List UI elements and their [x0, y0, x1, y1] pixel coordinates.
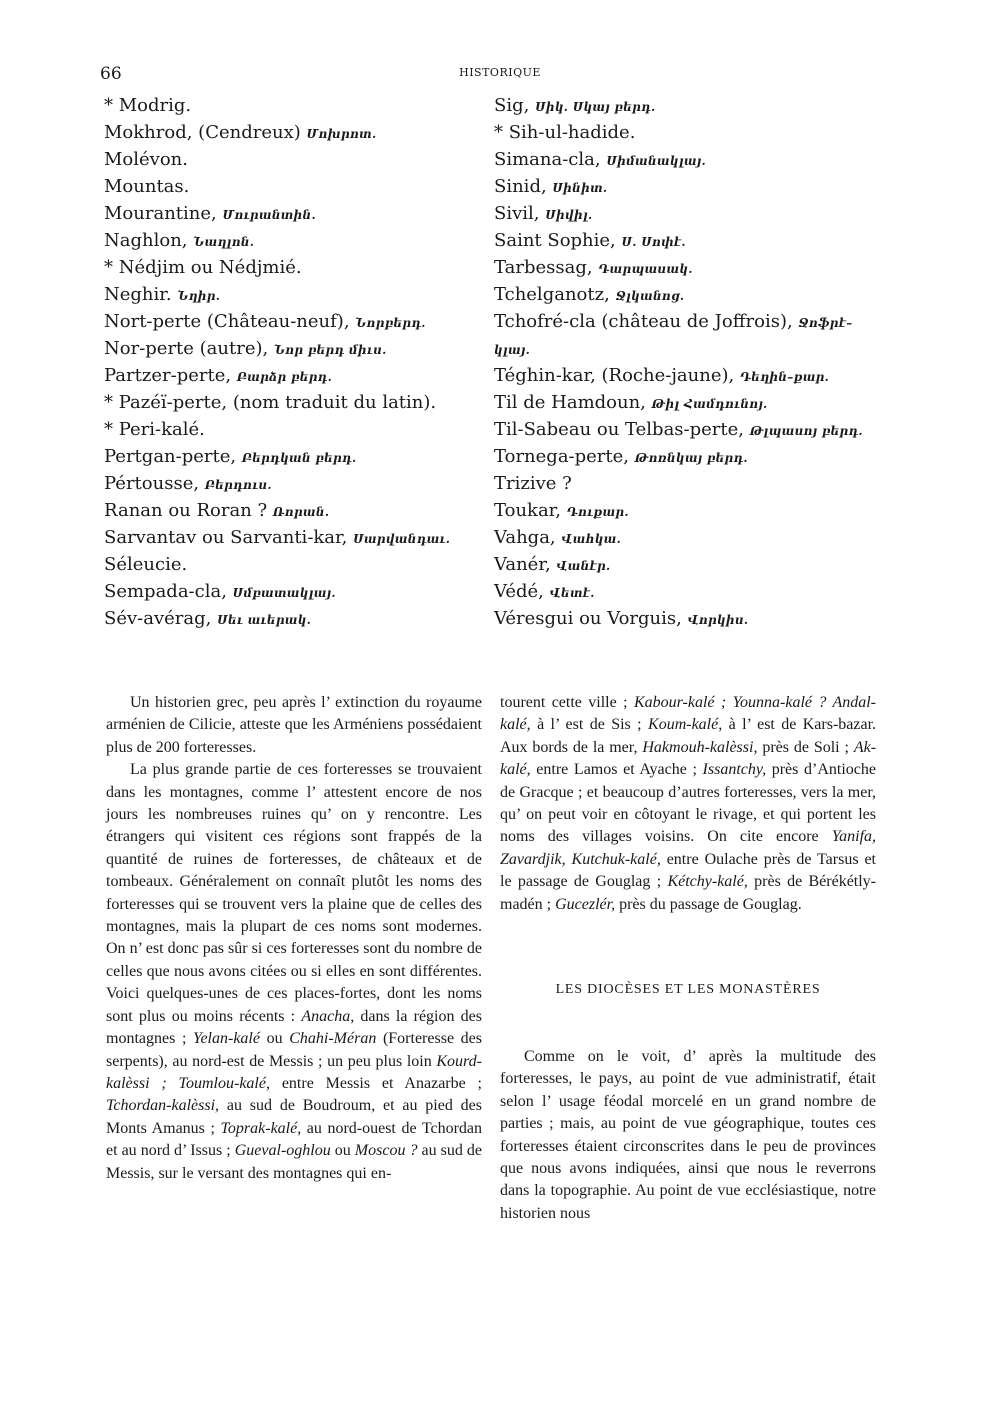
index-entry — [104, 605, 484, 632]
index-entry-armenian: Դուքար. — [566, 505, 629, 519]
text-run: (Forteresse des serpents), au nord-est de Messis ; un peu plus loin — [106, 1030, 482, 1070]
place-name: Toprak-kalé, — [220, 1119, 302, 1137]
index-entry — [494, 92, 914, 119]
index-entry-name: Til-Sabeau ou Telbas-perte, — [494, 419, 745, 440]
index-entry-name: Sempada-cla, — [104, 581, 227, 602]
index-entry-name: Partzer-perte, — [104, 365, 232, 386]
index-entry-name: Mokhrod, (Cendreux) — [104, 122, 301, 143]
section-heading: LES DIOCÈSES ET LES MONASTÈRES — [555, 982, 821, 997]
text-run: près du passage de Gouglag. — [619, 895, 802, 913]
text-run: au nord-ouest de Tchordan et au nord d’ Issus ; — [106, 1119, 482, 1160]
index-entry — [494, 227, 914, 254]
index-entry-armenian: Վորկիս. — [687, 613, 749, 627]
paragraph: Un historien grec, peu après l’ extinction du royaume arménien de Cilicie, atteste que les Arméniens possédaient plus de 200 forteresses. — [106, 694, 482, 756]
index-entry-name: Molévon. — [104, 149, 188, 170]
index-entry-armenian: կլայ. — [494, 343, 531, 357]
place-name: Yelan-kalé — [193, 1030, 260, 1048]
index-entry-name: Tarbessag, — [494, 257, 593, 278]
index-entry — [494, 470, 914, 497]
index-entry-name: * Nédjim ou Nédjmié. — [104, 257, 302, 278]
index-entry-armenian: Բերդուս. — [204, 478, 272, 492]
index-entry-name: * Sih-ul-hadide. — [494, 122, 636, 143]
index-entry-armenian: Բերդկան բերդ. — [241, 451, 357, 465]
index-entry — [494, 497, 914, 524]
index-entry — [104, 254, 484, 281]
index-entry — [104, 551, 484, 578]
body-text-left — [106, 692, 482, 1185]
index-entry-armenian: Ջոֆրէ– — [798, 316, 853, 330]
index-entry-armenian: Թոռնկայ բերդ. — [634, 451, 748, 465]
index-entry-armenian: Դարպասակ. — [598, 262, 693, 276]
index-entry-name: Sinid, — [494, 176, 547, 197]
place-name: Tchordan-kalèssi, — [106, 1097, 220, 1115]
index-entry — [104, 335, 484, 362]
index-entry — [494, 173, 914, 200]
index-entry — [104, 524, 484, 551]
index-entry-armenian: Ս. Սոփէ. — [621, 235, 686, 249]
index-entry — [104, 281, 484, 308]
index-entry-armenian: Սեւ աւերակ. — [217, 613, 312, 627]
index-entry — [104, 443, 484, 470]
index-entry — [104, 119, 484, 146]
index-entry-name: Neghir. — [104, 284, 172, 305]
index-entry — [104, 497, 484, 524]
index-entry-armenian: Սմբատակլայ. — [232, 586, 336, 600]
index-entry-name: Pértousse, — [104, 473, 200, 494]
place-name: Hakmouh-kalèssi, — [642, 738, 758, 756]
fortress-index-left — [104, 92, 484, 632]
index-entry — [494, 443, 914, 470]
place-name: Kabour-kalé ; Younna-kalé ? Andal-kalé, — [500, 694, 877, 734]
index-entry-name: Trizive ? — [494, 473, 572, 494]
index-entry — [104, 200, 484, 227]
paragraph — [106, 759, 482, 1185]
index-entry — [104, 362, 484, 389]
place-name: Koum-kalé, — [648, 716, 723, 734]
index-entry-armenian: Ռորան. — [272, 505, 330, 519]
index-entry-armenian: Մոխրոտ. — [306, 127, 377, 141]
paragraph — [500, 692, 876, 916]
place-name: Moscou ? — [354, 1142, 418, 1160]
index-entry — [494, 146, 914, 173]
index-entry-name: Sig, — [494, 95, 530, 116]
index-entry-armenian: Սարվանդաւ. — [353, 532, 451, 546]
index-entry-armenian: Թիլ Համդունոյ. — [651, 397, 768, 411]
index-entry — [494, 389, 914, 416]
index-entry-name: Nor-perte (autre), — [104, 338, 269, 359]
text-run: entre Messis et Anazarbe ; — [281, 1074, 483, 1092]
index-entry-name: Sivil, — [494, 203, 540, 224]
page-number: 66 — [100, 64, 122, 84]
index-entry-name: Sarvantav ou Sarvanti-kar, — [104, 527, 348, 548]
index-entry — [104, 416, 484, 443]
index-entry-armenian: Ջլկանոց. — [615, 289, 685, 303]
text-run: La plus grande partie de ces forteresses se trouvaient dans les montagnes, comme l’ attestent encore de nos jours les nombreuses ruines qu’ on y rencontre. Les étrangers qui visitent ces régions sont frappés de la quantité de ruines de forteresses, de châteaux et de tombeaux. Généralement on connaît plutôt les noms des forteresses qui se trouvent vers la plaine que de celles des montagnes, mais la plupart de ces noms sont modernes. On n’ est donc pas sûr si ces forteresses sont du nombre de celles que nous avons citées ou si elles en sont différentes. Voici quelques-unes de ces places-fortes, dont les noms sont plus ou moins récents : — [106, 761, 482, 1025]
index-entry-armenian: Թլպասոյ բերդ. — [749, 424, 863, 438]
index-entry — [494, 551, 914, 578]
text-run: ou — [266, 1030, 283, 1048]
place-name: Ak-kalé, — [500, 738, 877, 779]
text-run: au sud de Boudroum, et au pied des Monts Amanus ; — [106, 1097, 483, 1137]
index-entry-name: Vahga, — [494, 527, 556, 548]
place-name: Issantchy, — [702, 761, 767, 779]
index-entry-armenian: Վետէ. — [549, 586, 595, 600]
index-entry — [104, 389, 484, 416]
index-entry — [494, 200, 914, 227]
index-entry-name: Tchelganotz, — [494, 284, 610, 305]
place-name: Gueval-oghlou — [234, 1142, 331, 1160]
index-entry — [104, 173, 484, 200]
paragraph: Comme on le voit, d’ après la multitude des forteresses, le pays, au point de vue administratif, était selon l’ usage féodal morcelé en un grand nombre de parties ; mais, au point de vue géographique, toutes ces forteresses étaient circonscrites dans le peu de provinces que nous avons indiquées, ainsi que nous le reverrons dans la topographie. Au point de vue ecclésiastique, notre historien nous — [500, 1048, 876, 1222]
running-title: HISTORIQUE — [459, 66, 541, 79]
place-name: Chahi-Méran — [289, 1030, 377, 1048]
index-entry — [494, 308, 914, 335]
place-name: Gucezlér, — [555, 895, 616, 913]
index-entry — [494, 254, 914, 281]
text-run: près d’Antioche de Gracque ; et beaucoup d’autres forteresses, vers la mer, qu’ on peut voir en côtoyant le rivage, et qui portent les noms des villages voisins. On cite encore — [500, 761, 876, 846]
index-entry-name: Mountas. — [104, 176, 190, 197]
text-run: entre Lamos et Ayache ; — [536, 761, 697, 779]
index-entry-name: Séleucie. — [104, 554, 188, 575]
index-entry-name: * Pazéï-perte, (nom traduit du latin). — [104, 392, 437, 413]
place-name: Anacha, — [301, 1007, 355, 1025]
index-entry-name: Sév-avérag, — [104, 608, 212, 629]
index-entry-armenian: Վահկա. — [561, 532, 622, 546]
index-entry — [494, 362, 914, 389]
text-run: entre Oulache près de Tarsus et le passage de Gouglag ; — [500, 850, 876, 891]
index-entry-armenian: Նաղլոն. — [193, 235, 255, 249]
place-name: Yanifa, Zavardjik, Kutchuk-kalé, — [500, 828, 877, 868]
index-entry-armenian: Սինիտ. — [552, 181, 608, 195]
text-run: au sud de Messis, sur le versant des montagnes qui en- — [106, 1142, 483, 1182]
fortress-index-right — [494, 92, 914, 632]
index-entry-name: Pertgan-perte, — [104, 446, 237, 467]
index-entry-name: Nort-perte (Château-neuf), — [104, 311, 350, 332]
index-entry-name: Toukar, — [494, 500, 562, 521]
index-entry-armenian: Նորբերդ. — [355, 316, 426, 330]
index-entry-armenian: Վանէր. — [556, 559, 611, 573]
index-entry-name: Tchofré-cla (château de Joffrois), — [494, 311, 793, 332]
index-entry-name: * Modrig. — [104, 95, 192, 116]
index-entry-armenian: Սիմանակլայ. — [606, 154, 706, 168]
place-name: Kourd-kalèssi ; Toumlou-kalé, — [106, 1052, 482, 1092]
index-entry — [494, 578, 914, 605]
index-entry — [494, 119, 914, 146]
index-entry-armenian: Սիվիլ. — [545, 208, 593, 222]
text-run: tourent cette ville ; — [500, 694, 628, 711]
index-entry — [104, 92, 484, 119]
text-run: près de Bérékétly-madén ; — [500, 873, 877, 913]
index-entry-name: Naghlon, — [104, 230, 188, 251]
index-entry-name: * Peri-kalé. — [104, 419, 205, 440]
index-entry — [494, 524, 914, 551]
index-entry — [494, 281, 914, 308]
text-run: à l’ est de Sis ; — [537, 716, 642, 734]
index-entry-name: Til de Hamdoun, — [494, 392, 646, 413]
index-entry — [104, 578, 484, 605]
index-entry-name: Saint Sophie, — [494, 230, 616, 251]
index-entry — [104, 470, 484, 497]
text-run: ou — [334, 1142, 351, 1160]
index-entry-name: Téghin-kar, (Roche-jaune), — [494, 365, 735, 386]
place-name: Kétchy-kalé, — [667, 873, 748, 891]
index-entry-name: Védé, — [494, 581, 544, 602]
index-entry-name: Simana-cla, — [494, 149, 601, 170]
index-entry — [494, 416, 914, 443]
text-run: à l’ est de Kars-bazar. Aux bords de la mer, — [500, 716, 877, 756]
index-entry-armenian: Նղիր. — [177, 289, 221, 303]
index-entry-name: Mourantine, — [104, 203, 217, 224]
index-entry-name: Ranan ou Roran ? — [104, 500, 268, 521]
index-entry-armenian: Բարձր բերդ. — [236, 370, 333, 384]
index-entry-name: Véresgui ou Vorguis, — [494, 608, 682, 629]
index-entry — [104, 308, 484, 335]
index-entry — [104, 227, 484, 254]
index-entry-name: Vanér, — [494, 554, 551, 575]
index-entry-armenian: Դեղին–քար. — [739, 370, 830, 384]
index-entry — [494, 335, 914, 362]
index-entry-armenian: Սիկ. Սկայ բերդ. — [535, 100, 656, 114]
index-entry-name: Tornega-perte, — [494, 446, 630, 467]
body-text-section — [500, 1046, 876, 1225]
body-text-right — [500, 692, 876, 916]
index-entry — [104, 146, 484, 173]
text-run: près de Soli ; — [762, 738, 849, 756]
index-entry-armenian: Մուրանտին. — [222, 208, 316, 222]
text-run: dans la région des montagnes ; — [106, 1007, 483, 1048]
index-entry — [494, 605, 914, 632]
index-entry-armenian: Նոր բերդ միւս. — [273, 343, 387, 357]
